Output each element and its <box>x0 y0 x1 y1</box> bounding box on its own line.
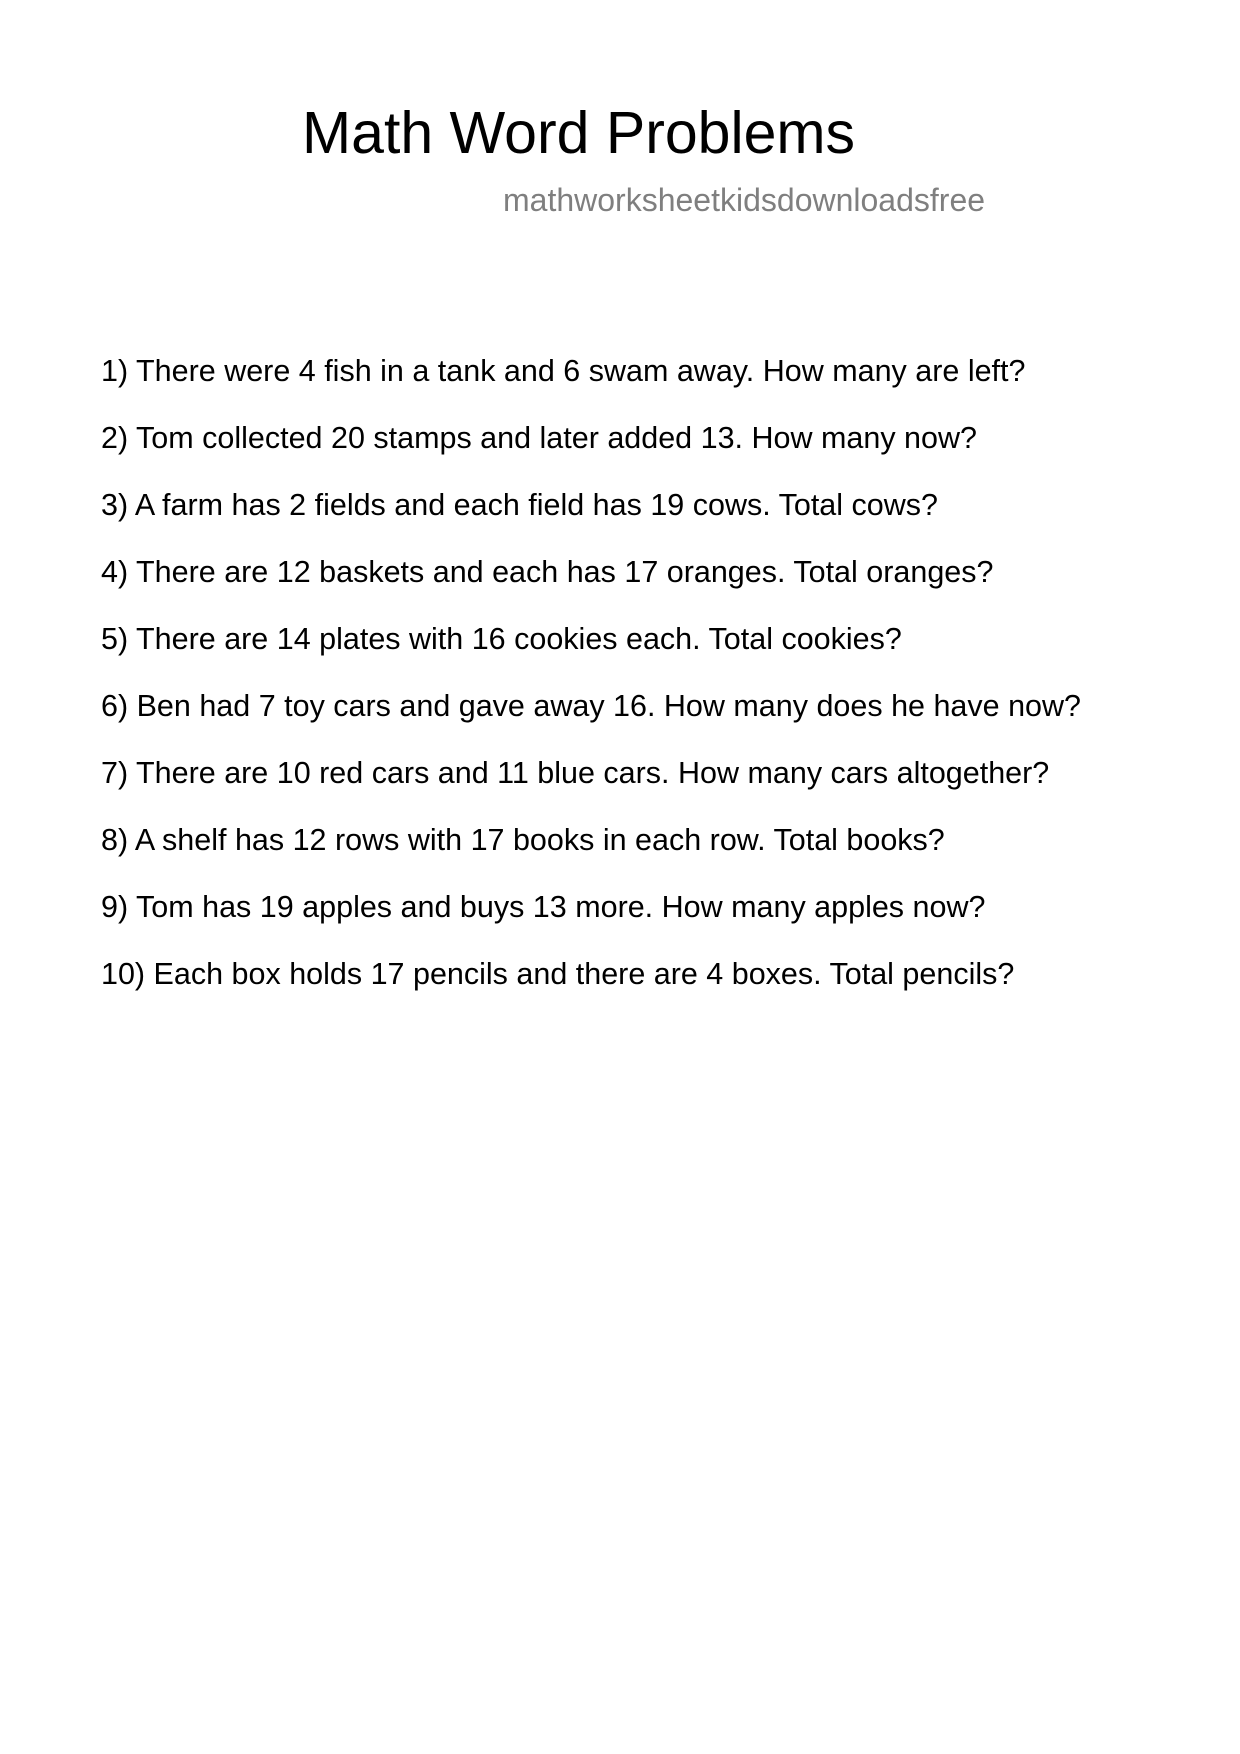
page-title: Math Word Problems <box>302 100 856 166</box>
problem-item: 9) Tom has 19 apples and buys 13 more. How many apples now? <box>101 890 986 924</box>
problem-list <box>101 350 1161 1020</box>
page-subtitle: mathworksheetkidsdownloadsfree <box>503 182 986 218</box>
problem-item: 6) Ben had 7 toy cars and gave away 16. How many does he have now? <box>101 689 1081 723</box>
problem-item: 3) A farm has 2 fields and each field has 19 cows. Total cows? <box>101 488 938 522</box>
problem-item: 2) Tom collected 20 stamps and later added 13. How many now? <box>101 421 977 455</box>
problem-item: 1) There were 4 fish in a tank and 6 swam away. How many are left? <box>101 354 1026 388</box>
problem-item: 5) There are 14 plates with 16 cookies each. Total cookies? <box>101 622 902 656</box>
problem-item: 4) There are 12 baskets and each has 17 oranges. Total oranges? <box>101 555 994 589</box>
problem-item: 8) A shelf has 12 rows with 17 books in each row. Total books? <box>101 823 945 857</box>
problem-item: 7) There are 10 red cars and 11 blue cars. How many cars altogether? <box>101 756 1050 790</box>
problem-item: 10) Each box holds 17 pencils and there are 4 boxes. Total pencils? <box>101 957 1015 991</box>
